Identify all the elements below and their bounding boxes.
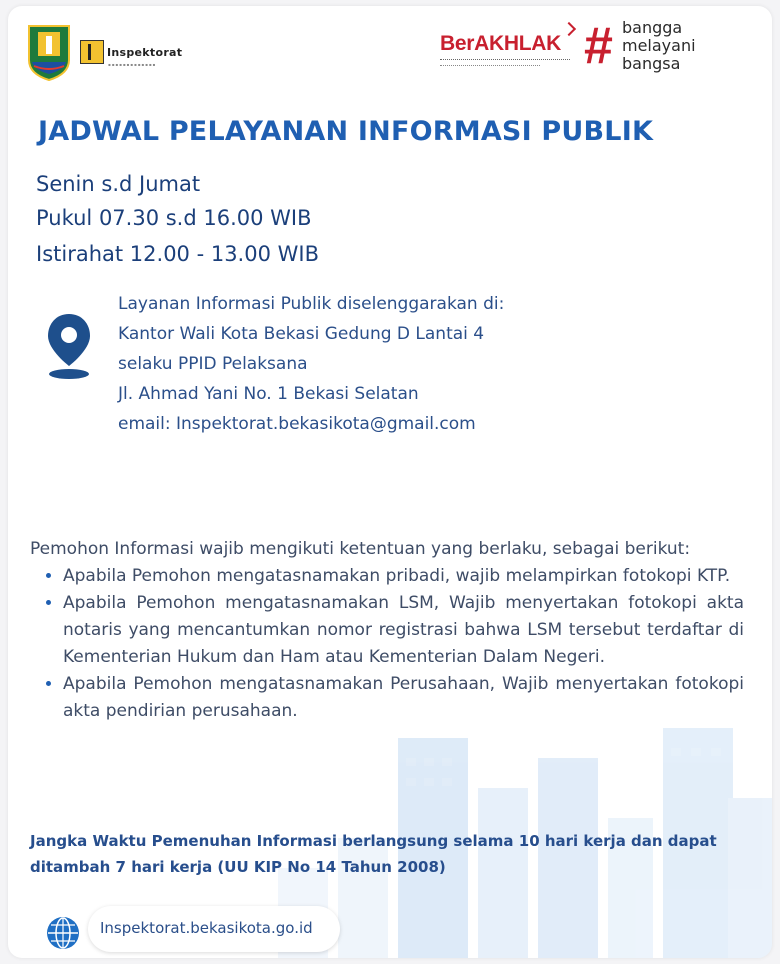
page-title: JADWAL PELAYANAN INFORMASI PUBLIK <box>38 116 654 147</box>
berakhlak-logo <box>440 32 570 68</box>
requirement-item-lsm: • Apabila Pemohon mengatasnamakan LSM, Wajib menyertakan fotokopi akta notaris yang mencantumkan nomor registrasi bahwa LSM tersebut terdaftar di Kementerian Hukum dan Ham atau Kementerian Dalam Negeri. <box>63 590 744 671</box>
bangga-melayani-bangsa-logo <box>584 18 704 74</box>
inspektorat-logo <box>80 40 182 64</box>
location-line-4: Jl. Ahmad Yani No. 1 Bekasi Selatan <box>118 384 419 404</box>
location-line-1: Layanan Informasi Publik diselenggarakan di: <box>118 294 505 314</box>
email-address: email: Inspektorat.bekasikota@gmail.com <box>118 414 476 434</box>
berakhlak-chevron-icon <box>562 22 576 36</box>
website-link[interactable]: Inspektorat.bekasikota.go.id <box>100 919 313 937</box>
inspektorat-logo-text: Inspektorat <box>107 45 183 59</box>
requirements-list <box>30 563 744 725</box>
location-pin-icon <box>44 312 94 382</box>
requirement-item-company: • Apabila Pemohon mengatasnamakan Perusahaan, Wajib menyertakan fotokopi akta pendirian perusahaan. <box>63 671 744 725</box>
globe-icon <box>46 916 80 950</box>
deadline-note: Jangka Waktu Pemenuhan Informasi berlangsung selama 10 hari kerja dan dapat ditambah 7 hari kerja (UU KIP No 14 Tahun 2008) <box>30 832 717 876</box>
schedule-break: Istirahat 12.00 - 13.00 WIB <box>36 242 319 266</box>
bangga-line-1: bangga <box>622 18 683 37</box>
bangga-line-3: bangsa <box>622 54 681 73</box>
berakhlak-tagline-2 <box>440 65 540 68</box>
requirement-item-personal: • Apabila Pemohon mengatasnamakan pribadi, wajib melampirkan fotokopi KTP. <box>63 563 744 590</box>
berakhlak-text: BerAKHLAK <box>440 32 561 55</box>
kota-bekasi-emblem-icon <box>24 22 74 82</box>
schedule-days: Senin s.d Jumat <box>36 172 201 196</box>
requirements-section <box>30 536 744 725</box>
requirements-intro: Pemohon Informasi wajib mengikuti ketentuan yang berlaku, sebagai berikut: <box>30 539 691 559</box>
location-line-2: Kantor Wali Kota Bekasi Gedung D Lantai 4 <box>118 324 485 344</box>
inspektorat-logo-subline: ▪▪▪▪▪▪▪▪▪▪▪▪▪ <box>108 62 157 67</box>
location-line-3: selaku PPID Pelaksana <box>118 354 308 374</box>
inspektorat-mark-icon <box>80 40 104 64</box>
schedule-hours: Pukul 07.30 s.d 16.00 WIB <box>36 206 312 230</box>
berakhlak-tagline <box>440 59 570 62</box>
poster-card <box>8 6 772 958</box>
hashtag-icon: # <box>584 17 613 75</box>
bangga-line-2: melayani <box>622 36 696 55</box>
